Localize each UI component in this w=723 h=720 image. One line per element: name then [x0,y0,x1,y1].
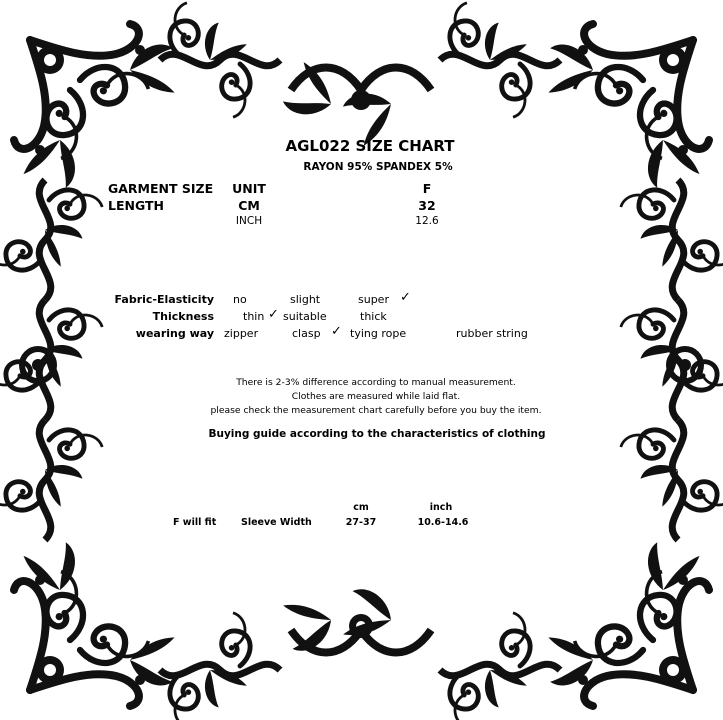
guide-cm-range: 27-37 [345,517,377,528]
buying-guide-heading: Buying guide according to the characteristics of clothing [208,428,546,440]
size-f-header: F [422,181,432,196]
thickness-option-suitable: suitable [283,310,327,323]
garment-size-label: GARMENT SIZE [108,181,214,196]
note-line-2: Clothes are measured while laid flat. [291,391,461,402]
wearing-option-rubber-string: rubber string [456,327,528,340]
guide-measure-label: Sleeve Width [241,517,312,528]
wearing-option-zipper: zipper [224,327,259,340]
elasticity-option-no: no [233,293,247,306]
elasticity-check-icon: ✓ [400,290,411,305]
elasticity-label: Fabric-Elasticity [114,293,214,306]
page-title: AGL022 SIZE CHART [285,137,455,155]
guide-inch-header: inch [429,502,453,513]
note-line-1: There is 2-3% difference according to manual measurement. [236,377,516,388]
length-inch-value: 12.6 [415,215,439,227]
wearing-option-tying-rope: tying rope [350,327,407,340]
thickness-check-icon: ✓ [268,307,279,322]
cm-unit-label: CM [238,198,260,213]
thickness-label: Thickness [152,310,214,323]
length-label: LENGTH [108,198,164,213]
wearing-way-label: wearing way [135,327,214,340]
unit-header: UNIT [232,181,266,196]
length-cm-value: 32 [418,198,436,213]
elasticity-option-slight: slight [290,293,321,306]
elasticity-option-super: super [358,293,389,306]
material-subtitle: RAYON 95% SPANDEX 5% [303,161,453,173]
inch-unit-label: INCH [235,215,263,227]
thickness-option-thick: thick [360,310,387,323]
guide-cm-header: cm [353,502,369,513]
wearing-option-clasp: clasp [292,327,321,340]
thickness-option-thin: thin [243,310,265,323]
note-line-3: please check the measurement chart carefully before you buy the item. [210,405,542,416]
wearing-check-icon: ✓ [331,324,342,339]
guide-inch-range: 10.6-14.6 [417,517,469,528]
guide-fit-label: F will fit [173,517,217,528]
